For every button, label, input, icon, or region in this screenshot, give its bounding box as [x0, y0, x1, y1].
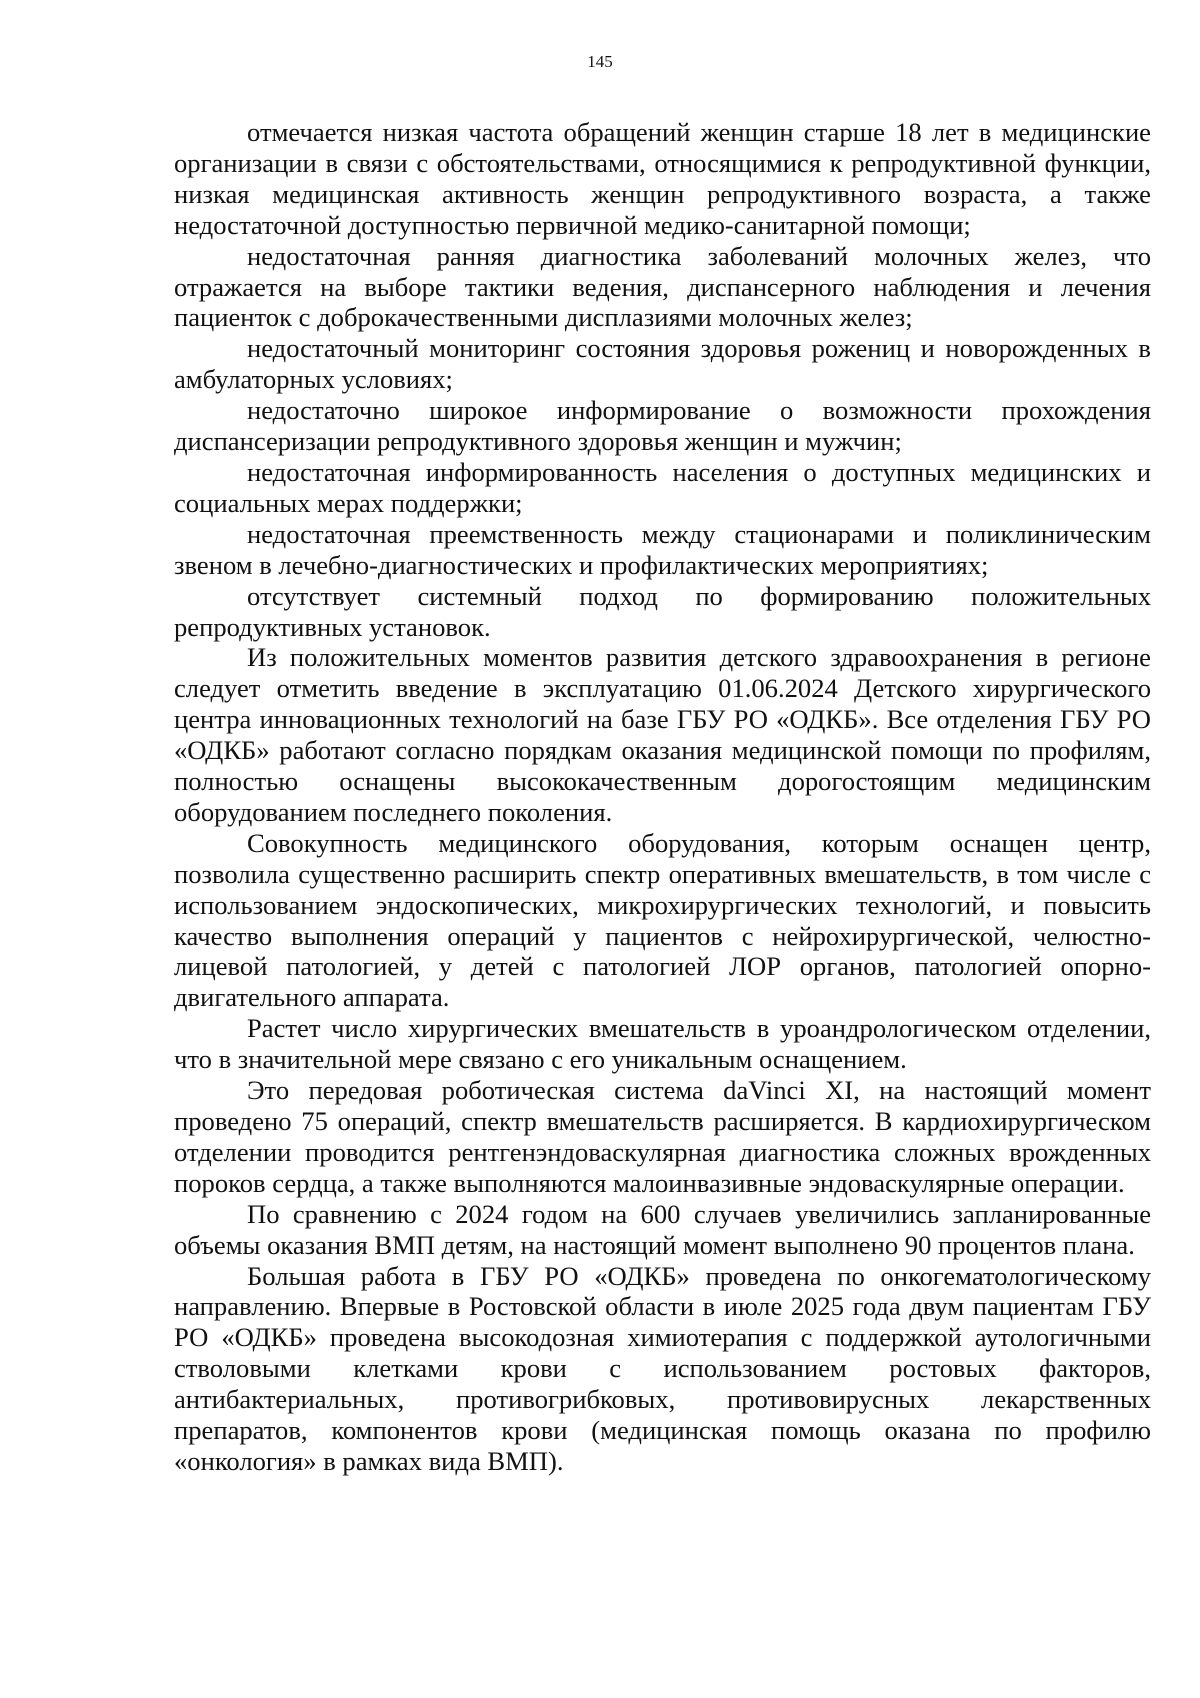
paragraph-oncohematology: Большая работа в ГБУ РО «ОДКБ» проведена по онкогематологическому направлению. Впервые в Ростовской области в июле 2025 года двум пациентам ГБУ РО «ОДКБ» проведена высокодозная химиотерапия с поддержкой аутологичными стволовыми клетками крови с использованием ростовых факторов, антибактериальных, противогрибковых, противовирусных лекарственных препаратов, компонентов крови (медицинская помощь оказана по профилю «онкология» в рамках вида ВМП). [174, 1260, 1151, 1476]
paragraph-equipment-benefits: Совокупность медицинского оборудования, которым оснащен центр, позволила существенно расширить спектр оперативных вмешательств, в том числе с использованием эндоскопических, микрохирургических технологий, и повысить качество выполнения операций у пациентов с нейрохирургической, челюстно-лицевой патологией, у детей с патологией ЛОР органов, патологией опорно-двигательного аппарата. [174, 827, 1151, 1013]
paragraph-maternal-monitoring: недостаточный мониторинг состояния здоровья рожениц и новорожденных в амбулаторных условиях; [174, 333, 1151, 395]
paragraph-low-appeal-rate: отмечается низкая частота обращений женщин старше 18 лет в медицинские организации в связи с обстоятельствами, относящимися к репродуктивной функции, низкая медицинская активность женщин репродуктивного возраста, а также недостаточной доступностью первичной медико-санитарной помощи; [174, 117, 1151, 240]
paragraph-screening-information: недостаточно широкое информирование о возможности прохождения диспансеризации репродуктивного здоровья женщин и мужчин; [174, 395, 1151, 457]
page-number: 145 [587, 52, 613, 71]
paragraph-continuity-of-care: недостаточная преемственность между стационарами и поликлиническим звеном в лечебно-диагностических и профилактических мероприятиях; [174, 518, 1151, 580]
paragraph-uroandrology: Растет число хирургических вмешательств в уроандрологическом отделении, что в значительной мере связано с его уникальным оснащением. [174, 1013, 1151, 1075]
paragraph-support-awareness: недостаточная информированность населения о доступных медицинских и социальных мерах поддержки; [174, 456, 1151, 518]
paragraph-breast-diagnostics: недостаточная ранняя диагностика заболеваний молочных желез, что отражается на выборе тактики ведения, диспансерного наблюдения и лечения пациенток с доброкачественными дисплазиями молочных желез; [174, 240, 1151, 333]
paragraph-robotic-system: Это передовая роботическая система daVinci XI, на настоящий момент проведено 75 операций, спектр вмешательств расширяется. В кардиохирургическом отделении проводится рентгенэндоваскулярная диагностика сложных врожденных пороков сердца, а также выполняются малоинвазивные эндоваскулярные операции. [174, 1075, 1151, 1198]
paragraph-vmp-volumes: По сравнению с 2024 годом на 600 случаев увеличились запланированные объемы оказания ВМП детям, на настоящий момент выполнено 90 процентов плана. [174, 1198, 1151, 1260]
document-body [174, 117, 1151, 1477]
paragraph-surgical-center: Из положительных моментов развития детского здравоохранения в регионе следует отметить введение в эксплуатацию 01.06.2024 Детского хирургического центра инновационных технологий на базе ГБУ РО «ОДКБ». Все отделения ГБУ РО «ОДКБ» работают согласно порядкам оказания медицинской помощи по профилям, полностью оснащены высококачественным дорогостоящим медицинским оборудованием последнего поколения. [174, 642, 1151, 827]
paragraph-reproductive-attitudes: отсутствует системный подход по формированию положительных репродуктивных установок. [174, 580, 1151, 642]
